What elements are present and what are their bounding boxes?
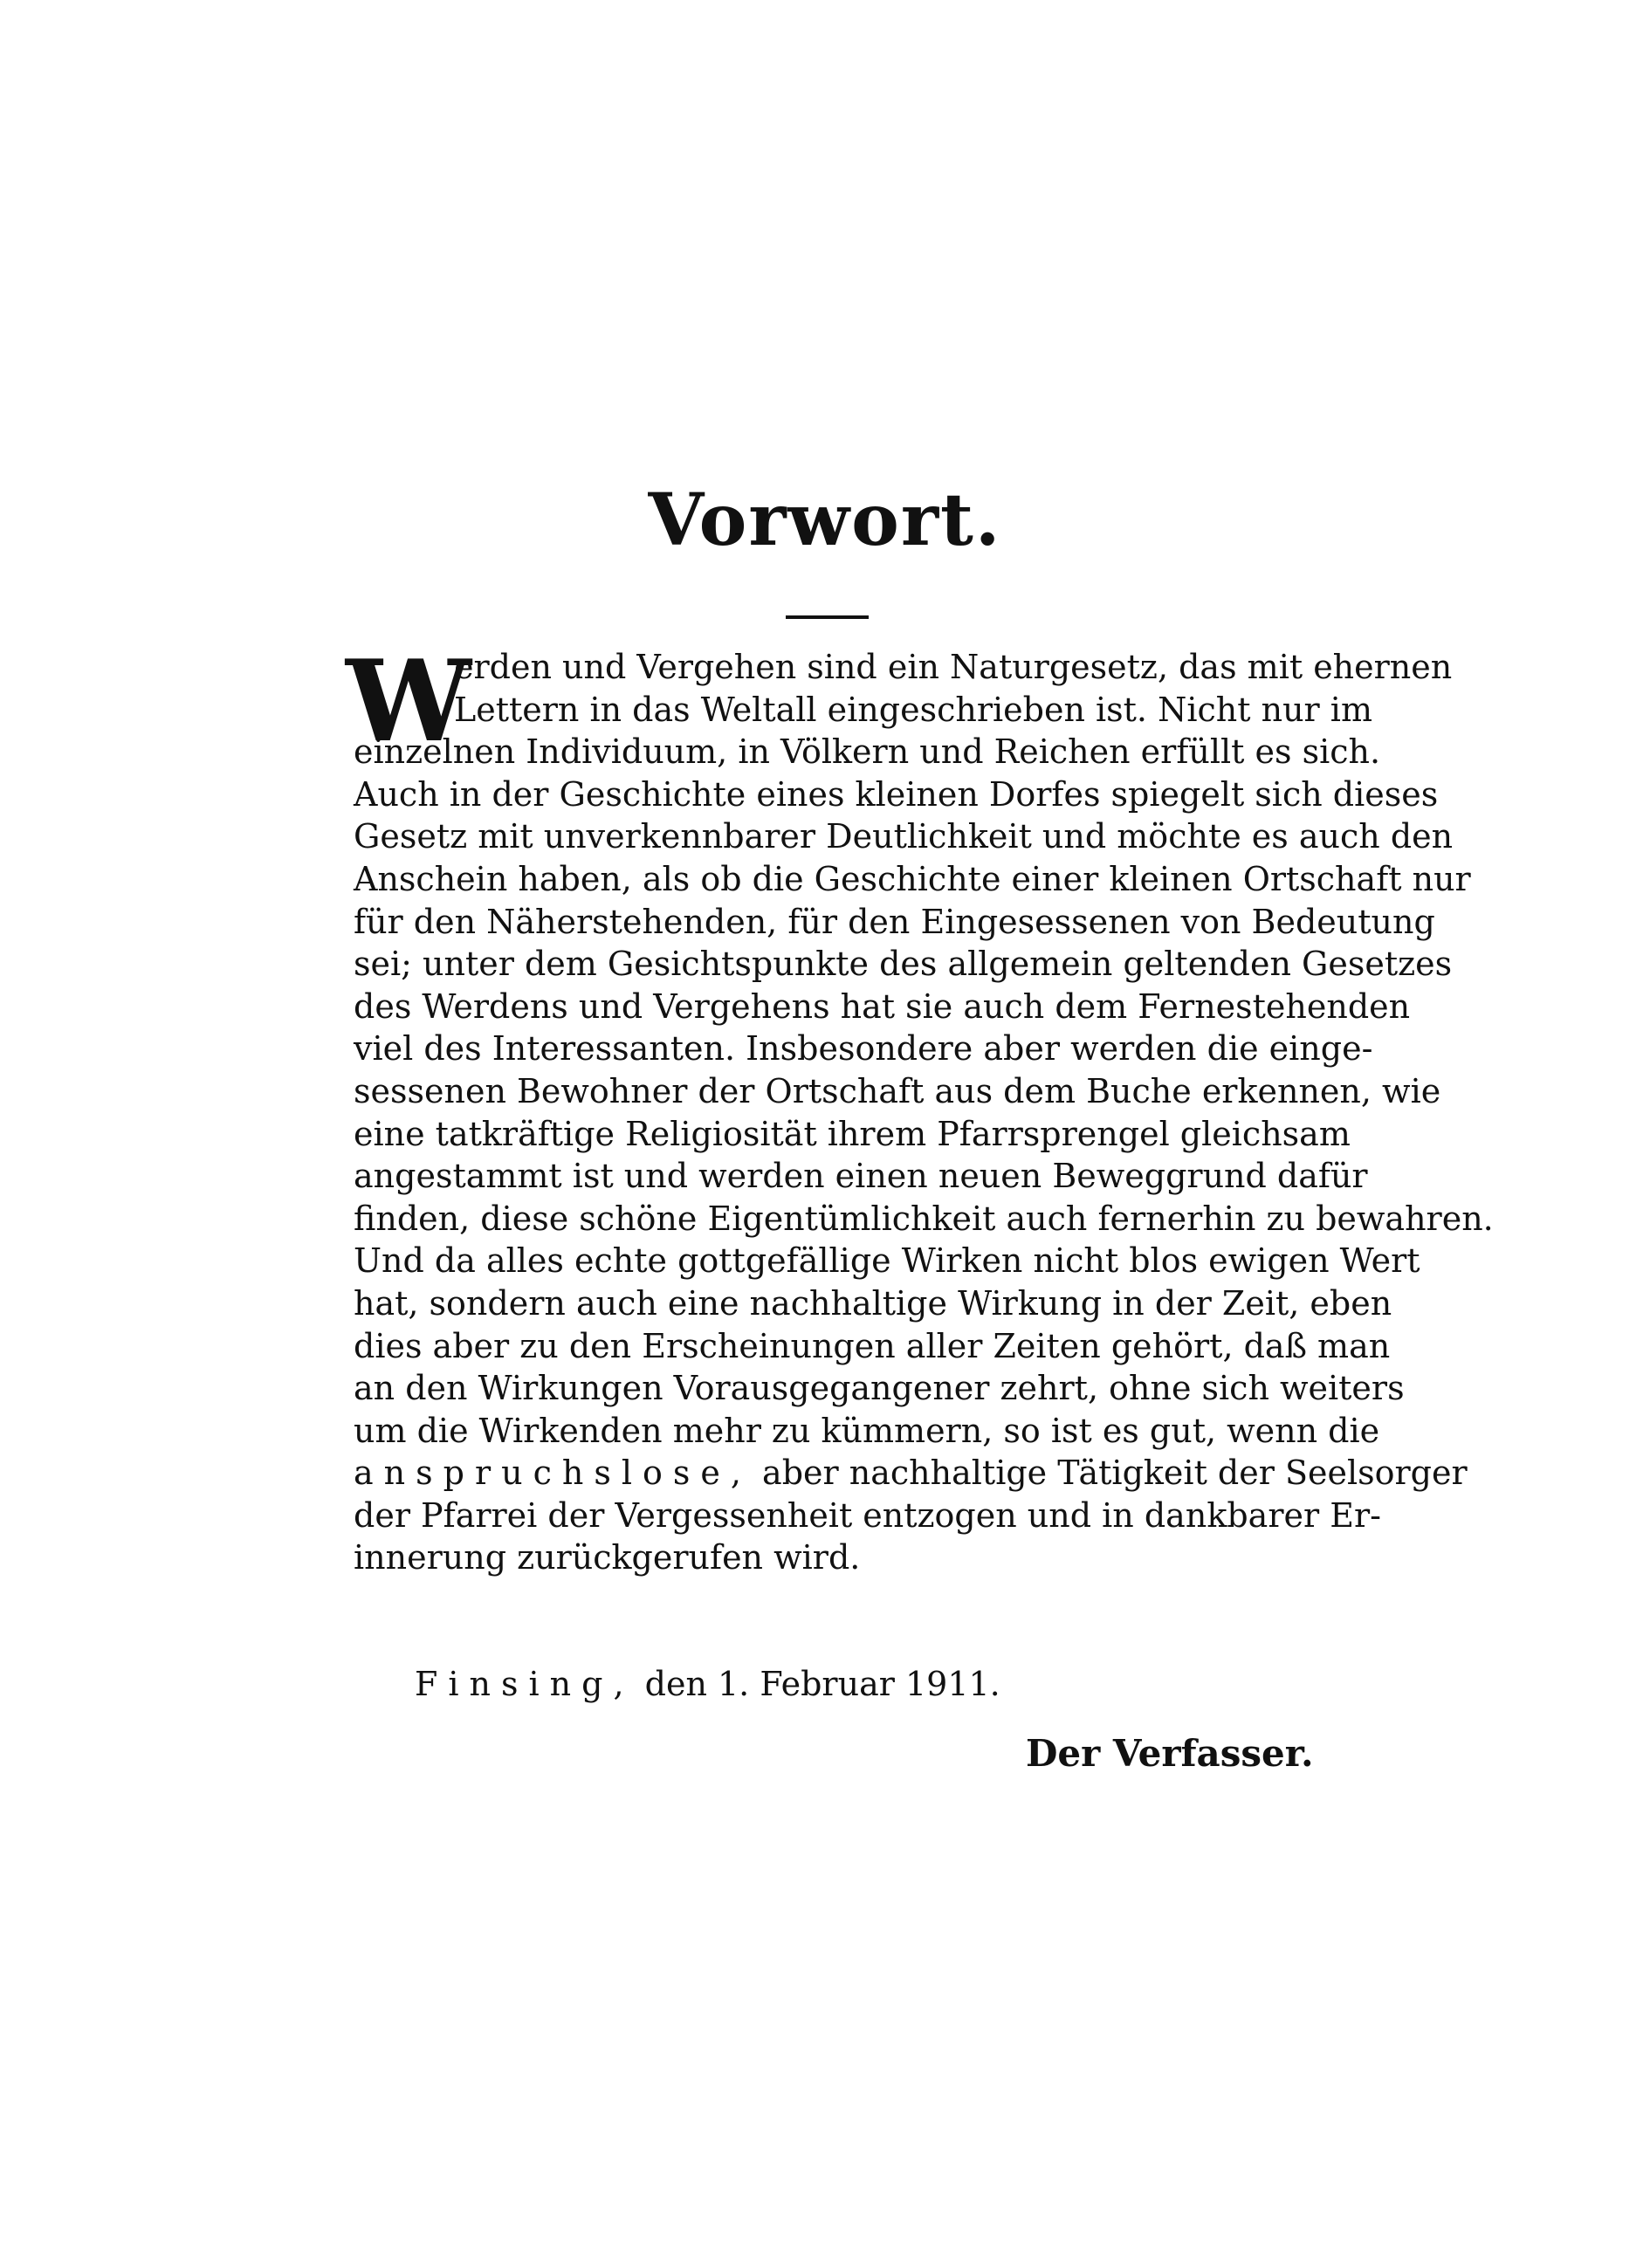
text-line: dies aber zu den Erscheinungen aller Zeiten gehört, daß man bbox=[354, 1326, 1391, 1365]
text-line: sessenen Bewohner der Ortschaft aus dem Buche erkennen, wie bbox=[354, 1071, 1441, 1110]
text-line: viel des Interessanten. Insbesondere aber werden die einge- bbox=[354, 1029, 1373, 1069]
text-line: Anschein haben, als ob die Geschichte einer kleinen Ortschaft nur bbox=[354, 859, 1471, 898]
text-line: finden, diese schöne Eigentümlichkeit auch fernerhin zu bewahren. bbox=[354, 1199, 1494, 1238]
date-text: den 1. Februar 1911. bbox=[644, 1665, 1000, 1703]
author-signature: Der Verfasser. bbox=[1026, 1732, 1314, 1775]
text-line: für den Näherstehenden, für den Eingesessenen von Bedeutung bbox=[354, 902, 1435, 941]
text-line: um die Wirkenden mehr zu kümmern, so ist es gut, wenn die bbox=[354, 1411, 1380, 1450]
text-line: Gesetz mit unverkennbarer Deutlichkeit und möchte es auch den bbox=[354, 817, 1454, 856]
text-line: Und da alles echte gottgefällige Wirken nicht blos ewigen Wert bbox=[354, 1241, 1420, 1281]
text-line: an den Wirkungen Vorausgegangener zehrt, ohne sich weiters bbox=[354, 1369, 1405, 1408]
text-line: der Pfarrei der Vergessenheit entzogen und in dankbarer Er- bbox=[354, 1495, 1381, 1535]
text-line: sei; unter dem Gesichtspunkte des allgemein geltenden Gesetzes bbox=[354, 945, 1453, 984]
title-rule bbox=[786, 615, 869, 619]
text-line: hat, sondern auch eine nachhaltige Wirkung in der Zeit, eben bbox=[354, 1283, 1392, 1323]
page-title: Vorwort. bbox=[648, 478, 1002, 562]
text-line: angestammt ist und werden einen neuen Beweggrund dafür bbox=[354, 1157, 1368, 1196]
preface-body bbox=[354, 646, 1494, 1579]
text-line: eine tatkräftige Religiosität ihrem Pfarrsprengel gleichsam bbox=[354, 1114, 1351, 1153]
text-line: erden und Vergehen sind ein Naturgesetz, das mit ehernen bbox=[454, 648, 1453, 686]
text-line: Lettern in das Weltall eingeschrieben ist. Nicht nur im bbox=[454, 690, 1372, 729]
text-line: des Werdens und Vergehens hat sie auch dem Fernestehenden bbox=[354, 986, 1411, 1026]
text-line: Auch in der Geschichte eines kleinen Dorfes spiegelt sich dieses bbox=[354, 774, 1439, 814]
place-date bbox=[415, 1663, 1000, 1705]
text-line: einzelnen Individuum, in Völkern und Reichen erfüllt es sich. bbox=[354, 732, 1381, 772]
drop-cap: W bbox=[346, 636, 471, 767]
text-line: innerung zurückgerufen wird. bbox=[354, 1538, 861, 1577]
place-name: Finsing, bbox=[415, 1665, 635, 1703]
spaced-word: anspruchslose, bbox=[354, 1454, 752, 1493]
text-line bbox=[354, 1452, 1468, 1495]
text-line-rest: aber nachhaltige Tätigkeit der Seelsorger bbox=[762, 1454, 1468, 1493]
